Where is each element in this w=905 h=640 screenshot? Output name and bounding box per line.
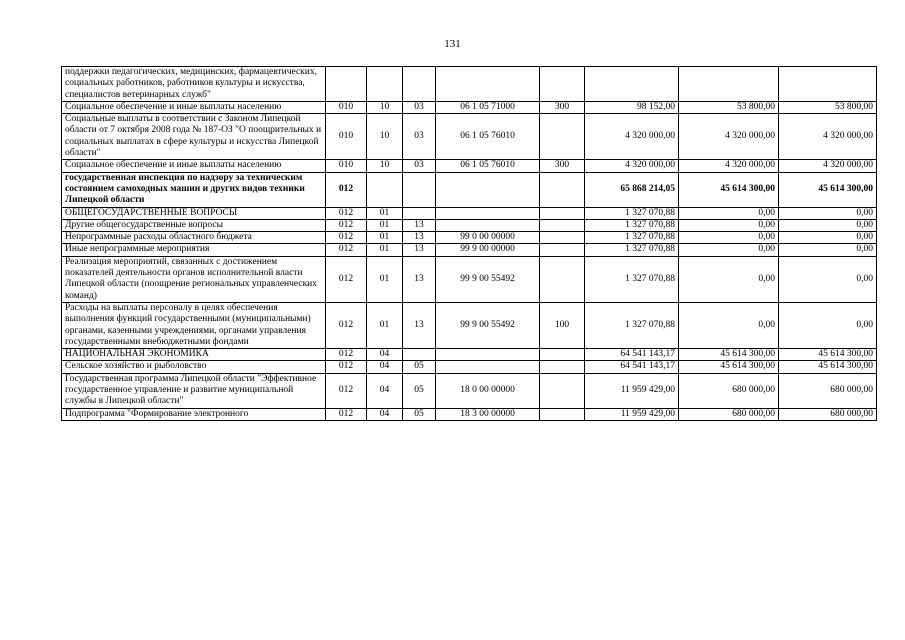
row-name: Социальное обеспечение и иные выплаты населению <box>62 101 326 113</box>
row-name: ОБЩЕГОСУДАРСТВЕННЫЕ ВОПРОСЫ <box>62 207 326 219</box>
row-ved: 012 <box>326 244 367 256</box>
row-ved: 010 <box>326 114 367 160</box>
row-name: Подпрограмма "Формирование электронного <box>62 408 326 420</box>
row-expense-type <box>540 219 585 231</box>
row-subsection: 05 <box>403 373 436 408</box>
row-section <box>367 172 403 207</box>
row-ved: 010 <box>326 160 367 172</box>
table-row <box>62 160 877 172</box>
row-name: Расходы на выплаты персоналу в целях обеспечения выполнения функций государственными (муниципальными) органами, казенными учреждениями, органами управления государственными внебюджетными фондами <box>62 302 326 348</box>
row-subsection: 03 <box>403 101 436 113</box>
row-target-article: 18 0 00 00000 <box>436 373 540 408</box>
table-row <box>62 207 877 219</box>
row-subsection: 13 <box>403 232 436 244</box>
row-expense-type <box>540 408 585 420</box>
row-name: Государственная программа Липецкой области "Эффективное государственное управление и развитие муниципальной службы в Липецкой области" <box>62 373 326 408</box>
row-name: Иные непрограммные мероприятия <box>62 244 326 256</box>
row-expense-type <box>540 114 585 160</box>
row-sum-2: 0,00 <box>679 219 779 231</box>
row-section: 01 <box>367 256 403 302</box>
row-sum-2: 45 614 300,00 <box>679 349 779 361</box>
row-ved: 012 <box>326 256 367 302</box>
row-section: 01 <box>367 244 403 256</box>
row-sum-1: 1 327 070,88 <box>585 219 679 231</box>
row-expense-type <box>540 349 585 361</box>
row-expense-type <box>540 232 585 244</box>
row-sum-3: 45 614 300,00 <box>779 172 877 207</box>
row-ved <box>326 67 367 102</box>
row-sum-1: 65 868 214,05 <box>585 172 679 207</box>
row-sum-1: 11 959 429,00 <box>585 373 679 408</box>
row-target-article <box>436 361 540 373</box>
row-name: Непрограммные расходы областного бюджета <box>62 232 326 244</box>
row-section: 04 <box>367 361 403 373</box>
row-sum-1: 1 327 070,88 <box>585 244 679 256</box>
row-expense-type: 100 <box>540 302 585 348</box>
row-sum-3: 45 614 300,00 <box>779 361 877 373</box>
row-sum-2: 45 614 300,00 <box>679 172 779 207</box>
row-target-article <box>436 172 540 207</box>
row-subsection: 13 <box>403 219 436 231</box>
row-subsection: 05 <box>403 361 436 373</box>
row-target-article: 06 1 05 76010 <box>436 114 540 160</box>
row-target-article: 06 1 05 71000 <box>436 101 540 113</box>
row-target-article <box>436 67 540 102</box>
row-sum-2: 0,00 <box>679 302 779 348</box>
row-target-article <box>436 349 540 361</box>
row-target-article: 99 9 00 00000 <box>436 244 540 256</box>
row-ved: 012 <box>326 232 367 244</box>
row-target-article: 18 3 00 00000 <box>436 408 540 420</box>
row-ved: 012 <box>326 207 367 219</box>
row-sum-3: 4 320 000,00 <box>779 160 877 172</box>
row-section: 10 <box>367 114 403 160</box>
table-body <box>62 67 877 421</box>
budget-table <box>61 66 877 421</box>
row-sum-3: 0,00 <box>779 207 877 219</box>
row-ved: 012 <box>326 361 367 373</box>
row-sum-3: 0,00 <box>779 232 877 244</box>
row-name: Другие общегосударственные вопросы <box>62 219 326 231</box>
row-target-article: 99 9 00 55492 <box>436 256 540 302</box>
row-sum-3: 4 320 000,00 <box>779 114 877 160</box>
row-section: 04 <box>367 408 403 420</box>
row-section <box>367 67 403 102</box>
row-ved: 012 <box>326 349 367 361</box>
row-sum-2: 0,00 <box>679 256 779 302</box>
row-sum-3: 680 000,00 <box>779 373 877 408</box>
row-sum-2: 0,00 <box>679 207 779 219</box>
row-sum-3: 0,00 <box>779 244 877 256</box>
table-row <box>62 67 877 102</box>
row-expense-type <box>540 361 585 373</box>
row-target-article: 99 0 00 00000 <box>436 232 540 244</box>
row-sum-1: 64 541 143,17 <box>585 361 679 373</box>
row-section: 10 <box>367 101 403 113</box>
table-row <box>62 244 877 256</box>
row-section: 01 <box>367 232 403 244</box>
row-expense-type <box>540 244 585 256</box>
row-section: 01 <box>367 207 403 219</box>
row-expense-type <box>540 373 585 408</box>
table-row <box>62 232 877 244</box>
row-subsection: 13 <box>403 302 436 348</box>
row-ved: 012 <box>326 373 367 408</box>
table-row <box>62 361 877 373</box>
table-row <box>62 408 877 420</box>
row-sum-2: 0,00 <box>679 244 779 256</box>
row-sum-3: 45 614 300,00 <box>779 349 877 361</box>
row-sum-1: 1 327 070,88 <box>585 302 679 348</box>
row-sum-2: 680 000,00 <box>679 408 779 420</box>
row-sum-1: 11 959 429,00 <box>585 408 679 420</box>
row-ved: 012 <box>326 172 367 207</box>
row-target-article <box>436 219 540 231</box>
row-sum-1: 4 320 000,00 <box>585 160 679 172</box>
row-name: государственная инспекция по надзору за техническим состоянием самоходных машин и других видов техники Липецкой области <box>62 172 326 207</box>
row-name: Социальное обеспечение и иные выплаты населению <box>62 160 326 172</box>
row-name: Сельское хозяйство и рыболовство <box>62 361 326 373</box>
row-name: Социальные выплаты в соответствии с Законом Липецкой области от 7 октября 2008 года № 187-ОЗ "О поощрительных и социальных выплатах в сфере культуры и искусства Липецкой области" <box>62 114 326 160</box>
table-row <box>62 302 877 348</box>
row-expense-type <box>540 172 585 207</box>
row-sum-2 <box>679 67 779 102</box>
row-section: 10 <box>367 160 403 172</box>
row-name: поддержки педагогических, медицинских, фармацевтических, социальных работников, работников культуры и искусства, специалистов ветеринарных служб" <box>62 67 326 102</box>
row-ved: 012 <box>326 408 367 420</box>
row-subsection: 05 <box>403 408 436 420</box>
row-sum-1: 64 541 143,17 <box>585 349 679 361</box>
row-target-article <box>436 207 540 219</box>
row-sum-2: 0,00 <box>679 232 779 244</box>
row-sum-3: 53 800,00 <box>779 101 877 113</box>
row-sum-2: 4 320 000,00 <box>679 114 779 160</box>
row-name: НАЦИОНАЛЬНАЯ ЭКОНОМИКА <box>62 349 326 361</box>
row-sum-3 <box>779 67 877 102</box>
row-sum-2: 53 800,00 <box>679 101 779 113</box>
row-sum-1: 1 327 070,88 <box>585 256 679 302</box>
row-sum-3: 680 000,00 <box>779 408 877 420</box>
row-target-article: 06 1 05 76010 <box>436 160 540 172</box>
row-ved: 012 <box>326 302 367 348</box>
row-section: 04 <box>367 373 403 408</box>
row-subsection <box>403 67 436 102</box>
row-ved: 012 <box>326 219 367 231</box>
row-sum-1 <box>585 67 679 102</box>
row-section: 04 <box>367 349 403 361</box>
table-row <box>62 219 877 231</box>
row-expense-type <box>540 256 585 302</box>
row-sum-3: 0,00 <box>779 256 877 302</box>
row-expense-type <box>540 207 585 219</box>
table-row <box>62 256 877 302</box>
row-subsection: 03 <box>403 160 436 172</box>
row-name: Реализация мероприятий, связанных с достижением показателей деятельности органов исполнительной власти Липецкой области (поощрение региональных управленческих команд) <box>62 256 326 302</box>
row-subsection <box>403 172 436 207</box>
row-sum-1: 1 327 070,88 <box>585 207 679 219</box>
row-subsection <box>403 349 436 361</box>
table-row <box>62 114 877 160</box>
table-row <box>62 101 877 113</box>
table-row <box>62 373 877 408</box>
row-sum-3: 0,00 <box>779 219 877 231</box>
table-row <box>62 172 877 207</box>
row-expense-type <box>540 67 585 102</box>
row-expense-type: 300 <box>540 160 585 172</box>
table-row <box>62 349 877 361</box>
row-sum-2: 4 320 000,00 <box>679 160 779 172</box>
row-subsection: 13 <box>403 244 436 256</box>
row-expense-type: 300 <box>540 101 585 113</box>
row-subsection <box>403 207 436 219</box>
row-ved: 010 <box>326 101 367 113</box>
row-subsection: 03 <box>403 114 436 160</box>
row-section: 01 <box>367 219 403 231</box>
row-sum-1: 4 320 000,00 <box>585 114 679 160</box>
row-section: 01 <box>367 302 403 348</box>
row-subsection: 13 <box>403 256 436 302</box>
row-sum-1: 1 327 070,88 <box>585 232 679 244</box>
row-sum-2: 680 000,00 <box>679 373 779 408</box>
row-sum-3: 0,00 <box>779 302 877 348</box>
row-sum-2: 45 614 300,00 <box>679 361 779 373</box>
row-target-article: 99 9 00 55492 <box>436 302 540 348</box>
row-sum-1: 98 152,00 <box>585 101 679 113</box>
page-number: 131 <box>444 38 461 50</box>
